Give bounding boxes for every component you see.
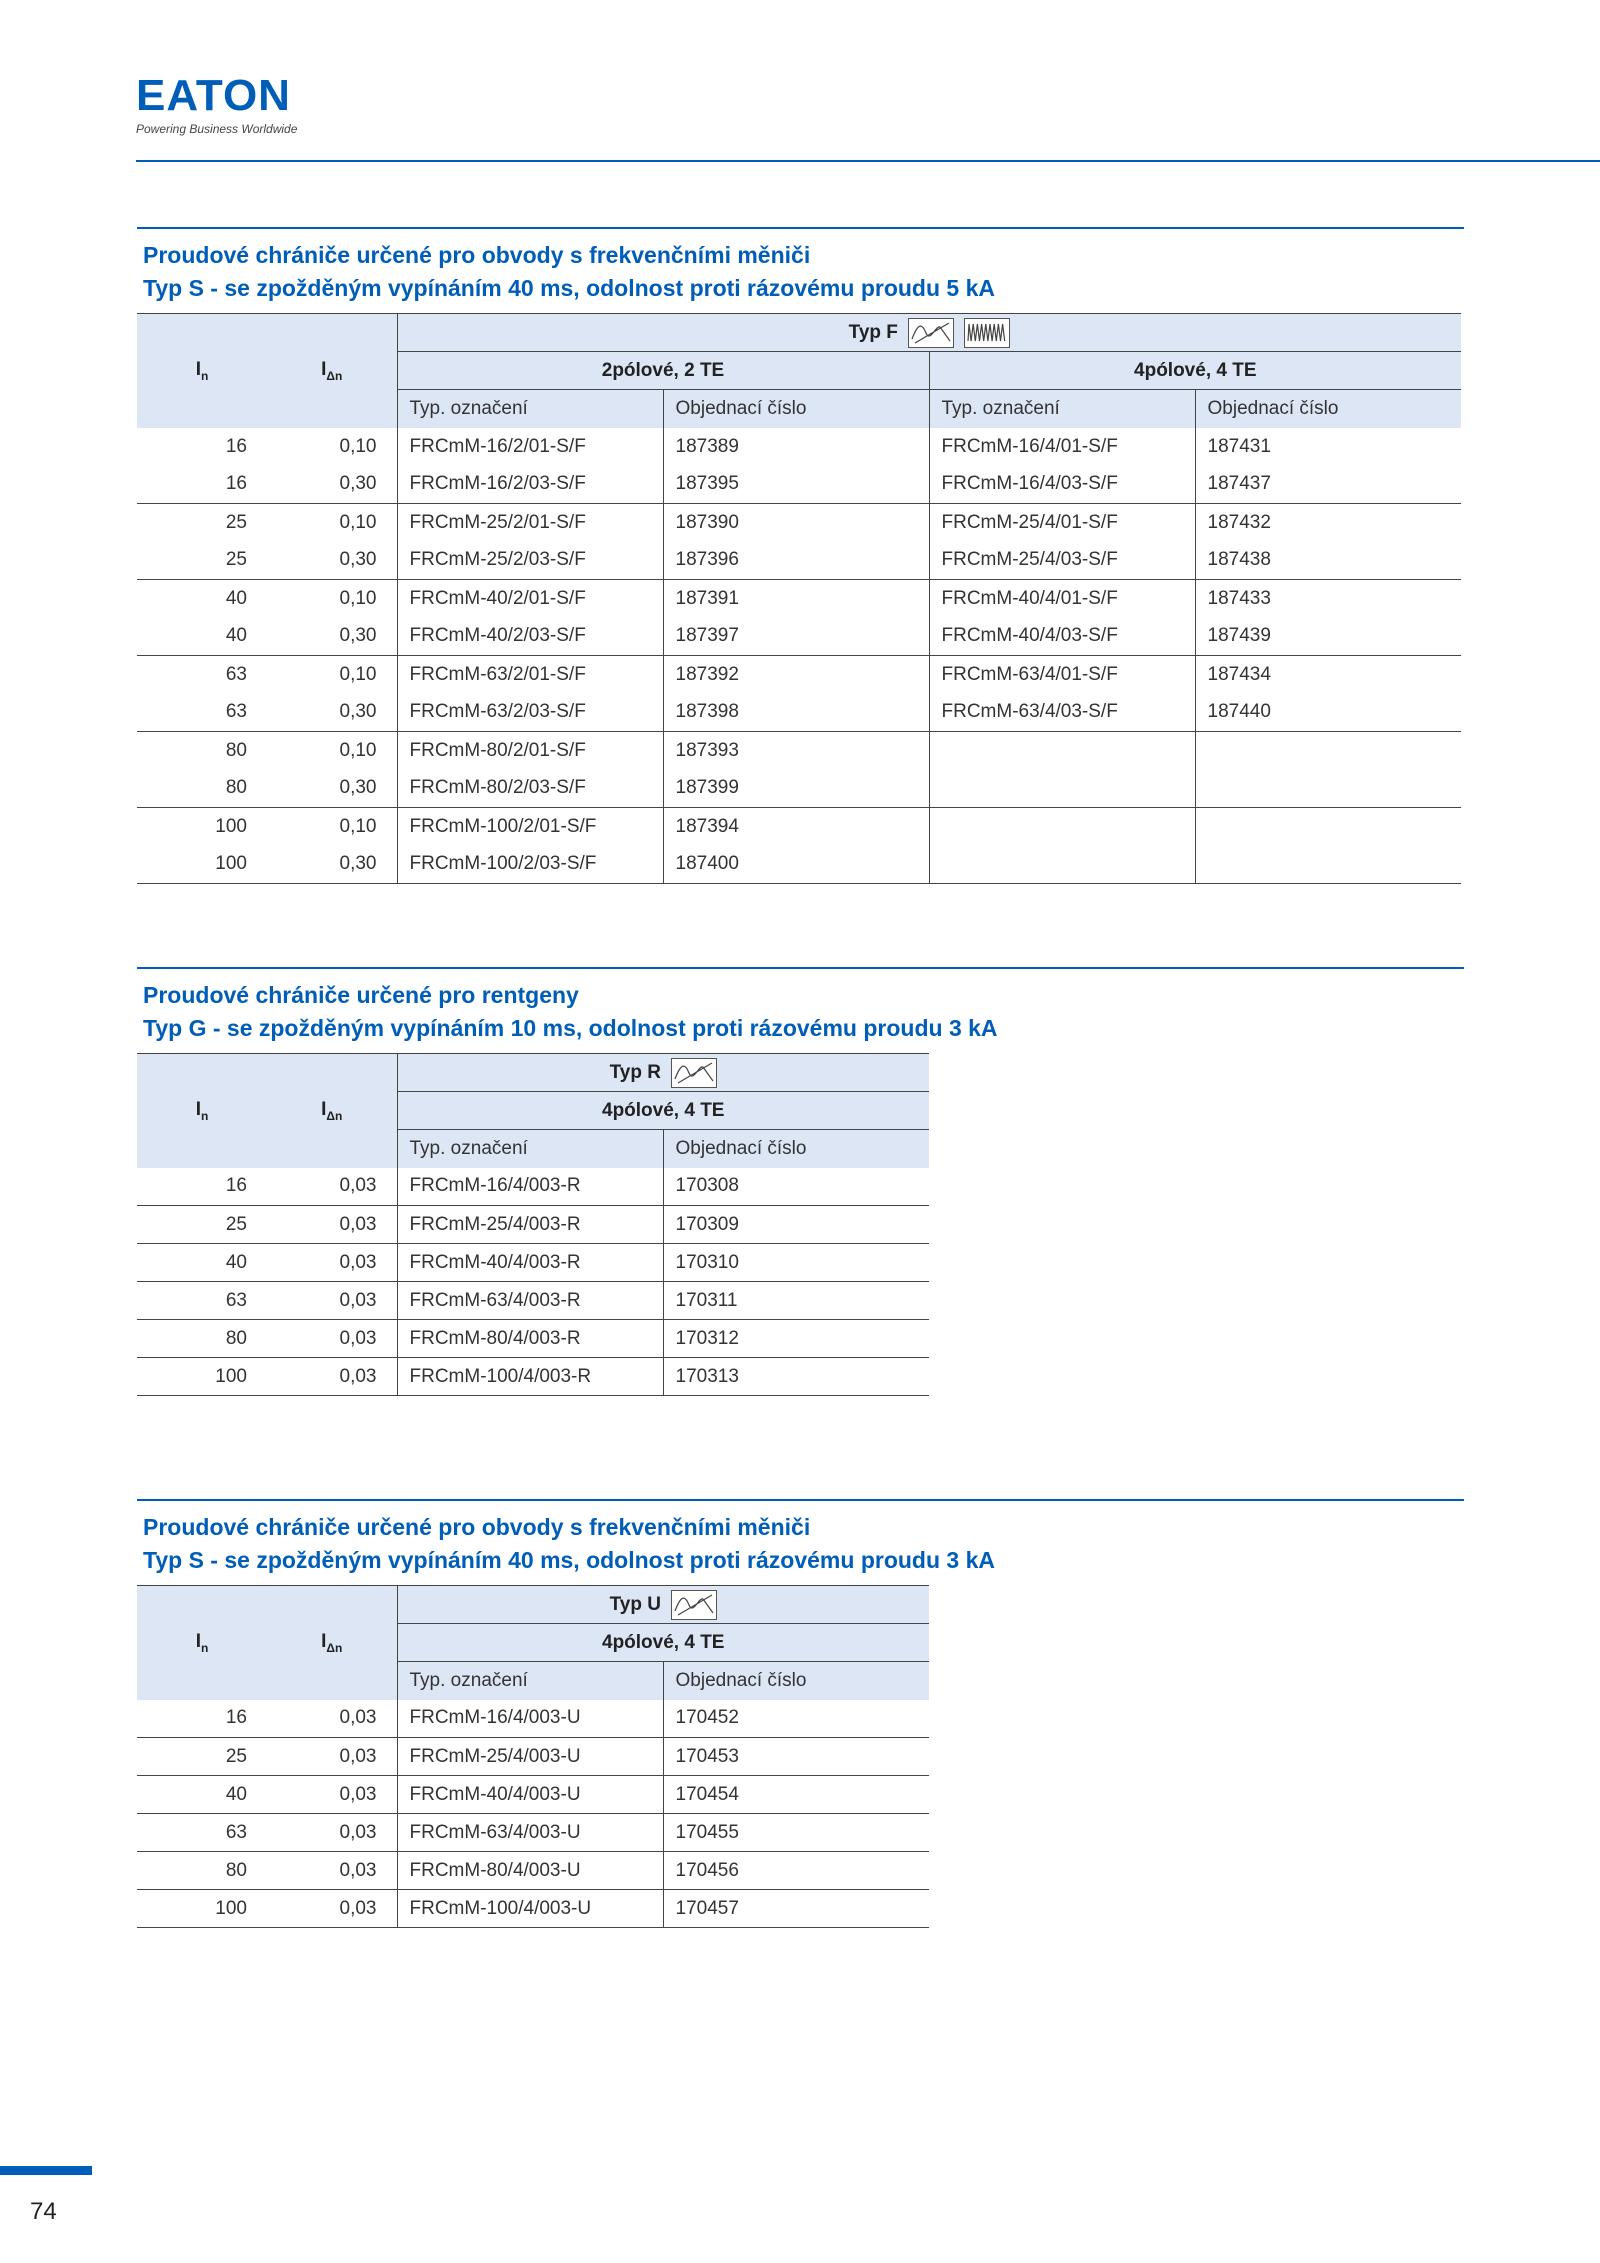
- table-row: [137, 1890, 929, 1928]
- order-number-cell: 170453: [663, 1738, 929, 1776]
- table-row: [137, 1244, 929, 1282]
- type-designation-cell: FRCmM-63/4/01-S/F: [929, 656, 1195, 694]
- type-header-label: Typ R: [609, 1061, 661, 1083]
- table-row: [137, 1852, 929, 1890]
- type-designation-cell: FRCmM-16/4/01-S/F: [929, 428, 1195, 466]
- residual-current-cell: 0,30: [339, 625, 377, 647]
- rated-current-cell: 80: [225, 1327, 247, 1349]
- type-header-label: Typ F: [848, 321, 898, 343]
- order-number-cell: 170455: [663, 1814, 929, 1852]
- order-number-cell: 187437: [1195, 466, 1461, 504]
- in-header-sub: n: [200, 1108, 209, 1123]
- section-title-line2: Typ G - se zpožděným vypínáním 10 ms, odolnost proti rázovému proudu 3 kA: [143, 1015, 998, 1041]
- rated-current-cell: 40: [225, 1783, 247, 1805]
- order-number-cell: 187431: [1195, 428, 1461, 466]
- idn-header-label: I: [321, 1630, 327, 1652]
- type-designation-header: Typ. označení: [397, 1130, 663, 1168]
- table-row: [137, 808, 1461, 846]
- order-number-cell: 170457: [663, 1890, 929, 1928]
- rated-current-cell: 63: [225, 701, 247, 723]
- section-rule: [137, 1499, 1464, 1501]
- order-number-cell: 187394: [663, 808, 929, 846]
- rated-current-cell: 100: [215, 1897, 247, 1919]
- residual-current-cell: 0,03: [339, 1175, 377, 1197]
- type-designation-header: Typ. označení: [929, 390, 1195, 428]
- order-number-cell: 170309: [663, 1206, 929, 1244]
- section-type-f: [137, 227, 1464, 884]
- residual-current-cell: 0,03: [339, 1289, 377, 1311]
- type-header-label: Typ U: [609, 1593, 661, 1615]
- rated-current-cell: 16: [225, 1707, 247, 1729]
- order-number-header: Objednací číslo: [663, 1662, 929, 1700]
- order-number-cell: 187439: [1195, 618, 1461, 656]
- rated-current-cell: 100: [215, 1365, 247, 1387]
- order-number-cell: 187400: [663, 846, 929, 884]
- logo-wordmark: EATON: [136, 71, 291, 120]
- page-number: 74: [30, 2198, 57, 2225]
- order-number-header: Objednací číslo: [663, 390, 929, 428]
- rated-current-cell: 16: [225, 1175, 247, 1197]
- section-title: [137, 1511, 1464, 1577]
- type-designation-cell: FRCmM-100/2/01-S/F: [397, 808, 663, 846]
- residual-current-cell: 0,03: [339, 1897, 377, 1919]
- residual-current-cell: 0,30: [339, 473, 377, 495]
- order-number-cell: 187399: [663, 770, 929, 808]
- type-designation-cell: FRCmM-40/4/03-S/F: [929, 618, 1195, 656]
- type-designation-cell: FRCmM-25/4/03-S/F: [929, 542, 1195, 580]
- type-designation-cell: FRCmM-16/4/003-R: [397, 1168, 663, 1206]
- type-designation-cell: FRCmM-25/4/003-R: [397, 1206, 663, 1244]
- section-title: [137, 239, 1464, 305]
- section-title: [137, 979, 1464, 1045]
- section-rule: [137, 967, 1464, 969]
- order-number-cell: 187397: [663, 618, 929, 656]
- order-number-header: Objednací číslo: [1195, 390, 1461, 428]
- type-designation-header: Typ. označení: [397, 390, 663, 428]
- rated-current-cell: 63: [225, 1821, 247, 1843]
- table-row: [137, 428, 1461, 466]
- table-row: [137, 1814, 929, 1852]
- order-number-cell: 170312: [663, 1320, 929, 1358]
- type-designation-cell: FRCmM-25/4/01-S/F: [929, 504, 1195, 542]
- table-row: [137, 618, 1461, 656]
- logo-tagline: Powering Business Worldwide: [136, 122, 298, 136]
- in-header: [137, 1586, 267, 1700]
- order-number-cell: 170313: [663, 1358, 929, 1396]
- residual-current-cell: 0,03: [339, 1859, 377, 1881]
- order-number-cell: 187440: [1195, 694, 1461, 732]
- page-corner-bar: [0, 2166, 92, 2175]
- type-designation-cell: FRCmM-63/4/003-R: [397, 1282, 663, 1320]
- order-number-cell: 187438: [1195, 542, 1461, 580]
- table-row: [137, 656, 1461, 694]
- type-designation-cell: FRCmM-40/4/003-U: [397, 1776, 663, 1814]
- type-designation-cell: FRCmM-16/4/03-S/F: [929, 466, 1195, 504]
- type-designation-cell: FRCmM-16/2/03-S/F: [397, 466, 663, 504]
- rated-current-cell: 25: [225, 1745, 247, 1767]
- idn-header-label: I: [321, 1098, 327, 1120]
- type-designation-cell: [929, 808, 1195, 846]
- order-number-cell: 187395: [663, 466, 929, 504]
- header-rule: [136, 160, 1600, 162]
- residual-current-cell: 0,03: [339, 1745, 377, 1767]
- order-number-cell: 187392: [663, 656, 929, 694]
- order-number-cell: 187434: [1195, 656, 1461, 694]
- residual-current-cell: 0,03: [339, 1365, 377, 1387]
- residual-current-cell: 0,30: [339, 853, 377, 875]
- header-row-type: [137, 1054, 929, 1092]
- table-row: [137, 542, 1461, 580]
- residual-current-cell: 0,03: [339, 1251, 377, 1273]
- order-number-cell: 170452: [663, 1700, 929, 1738]
- type-designation-cell: FRCmM-100/2/03-S/F: [397, 846, 663, 884]
- table-row: [137, 1358, 929, 1396]
- section-title-line1: Proudové chrániče určené pro obvody s frekvenčními měniči: [143, 242, 811, 268]
- rated-current-cell: 100: [215, 853, 247, 875]
- type-designation-cell: FRCmM-25/2/01-S/F: [397, 504, 663, 542]
- type-designation-cell: [929, 770, 1195, 808]
- order-number-cell: 187390: [663, 504, 929, 542]
- order-number-cell: 187393: [663, 732, 929, 770]
- table-row: [137, 1776, 929, 1814]
- section-title-line1: Proudové chrániče určené pro rentgeny: [143, 982, 579, 1008]
- type-designation-cell: FRCmM-40/2/03-S/F: [397, 618, 663, 656]
- type-designation-cell: FRCmM-16/2/01-S/F: [397, 428, 663, 466]
- pole-group-header: 4pólové, 4 TE: [929, 352, 1461, 390]
- idn-header: [267, 1054, 397, 1168]
- residual-current-cell: 0,03: [339, 1213, 377, 1235]
- residual-current-cell: 0,03: [339, 1821, 377, 1843]
- section-type-u: [137, 1499, 1464, 1928]
- residual-current-cell: 0,03: [339, 1783, 377, 1805]
- idn-header-sub: Δn: [326, 1108, 343, 1123]
- rated-current-cell: 25: [225, 511, 247, 533]
- order-number-cell: 170308: [663, 1168, 929, 1206]
- product-table: [137, 1053, 929, 1396]
- section-type-r: [137, 967, 1464, 1396]
- table-row: [137, 466, 1461, 504]
- pole-group-header: 4pólové, 4 TE: [397, 1092, 929, 1130]
- pole-group-header: 4pólové, 4 TE: [397, 1624, 929, 1662]
- table-row: [137, 1168, 929, 1206]
- table-row: [137, 694, 1461, 732]
- order-number-cell: 187396: [663, 542, 929, 580]
- order-number-cell: 170311: [663, 1282, 929, 1320]
- idn-header-label: I: [321, 358, 327, 380]
- rated-current-cell: 80: [225, 739, 247, 761]
- rated-current-cell: 25: [225, 1213, 247, 1235]
- section-rule: [137, 227, 1464, 229]
- table-row: [137, 1738, 929, 1776]
- order-number-cell: 187432: [1195, 504, 1461, 542]
- type-designation-cell: FRCmM-40/4/003-R: [397, 1244, 663, 1282]
- type-designation-header: Typ. označení: [397, 1662, 663, 1700]
- order-number-cell: 187389: [663, 428, 929, 466]
- rated-current-cell: 40: [225, 587, 247, 609]
- section-title-line1: Proudové chrániče určené pro obvody s frekvenčními měniči: [143, 1514, 811, 1540]
- table-row: [137, 846, 1461, 884]
- mixed-frequency-wave-icon: [908, 318, 954, 348]
- type-header: [397, 314, 1461, 352]
- mixed-frequency-wave-icon: [671, 1058, 717, 1088]
- rated-current-cell: 63: [225, 1289, 247, 1311]
- residual-current-cell: 0,03: [339, 1327, 377, 1349]
- type-designation-cell: [929, 846, 1195, 884]
- residual-current-cell: 0,10: [339, 511, 377, 533]
- order-number-cell: 170310: [663, 1244, 929, 1282]
- in-header-label: I: [195, 1630, 201, 1652]
- type-designation-cell: FRCmM-80/2/03-S/F: [397, 770, 663, 808]
- in-header-sub: n: [200, 368, 209, 383]
- type-designation-cell: FRCmM-63/2/03-S/F: [397, 694, 663, 732]
- residual-current-cell: 0,30: [339, 701, 377, 723]
- order-number-cell: [1195, 770, 1461, 808]
- table-row: [137, 770, 1461, 808]
- type-designation-cell: FRCmM-40/2/01-S/F: [397, 580, 663, 618]
- residual-current-cell: 0,10: [339, 587, 377, 609]
- residual-current-cell: 0,10: [339, 663, 377, 685]
- order-number-cell: 170454: [663, 1776, 929, 1814]
- in-header: [137, 314, 267, 428]
- table-row: [137, 504, 1461, 542]
- mixed-frequency-wave-icon: [671, 1590, 717, 1620]
- type-header: [397, 1054, 929, 1092]
- high-frequency-wave-icon: [964, 318, 1010, 348]
- rated-current-cell: 25: [225, 549, 247, 571]
- type-designation-cell: FRCmM-100/4/003-U: [397, 1890, 663, 1928]
- order-number-cell: 187391: [663, 580, 929, 618]
- section-title-line2: Typ S - se zpožděným vypínáním 40 ms, odolnost proti rázovému proudu 5 kA: [143, 275, 995, 301]
- idn-header: [267, 1586, 397, 1700]
- residual-current-cell: 0,10: [339, 739, 377, 761]
- residual-current-cell: 0,10: [339, 815, 377, 837]
- residual-current-cell: 0,10: [339, 435, 377, 457]
- rated-current-cell: 63: [225, 663, 247, 685]
- rated-current-cell: 100: [215, 815, 247, 837]
- residual-current-cell: 0,30: [339, 549, 377, 571]
- rated-current-cell: 40: [225, 625, 247, 647]
- type-designation-cell: FRCmM-25/4/003-U: [397, 1738, 663, 1776]
- type-designation-cell: FRCmM-40/4/01-S/F: [929, 580, 1195, 618]
- product-table: [137, 1585, 929, 1928]
- order-number-cell: [1195, 846, 1461, 884]
- type-designation-cell: FRCmM-80/4/003-R: [397, 1320, 663, 1358]
- table-row: [137, 580, 1461, 618]
- type-designation-cell: FRCmM-25/2/03-S/F: [397, 542, 663, 580]
- order-number-cell: [1195, 808, 1461, 846]
- order-number-cell: 187433: [1195, 580, 1461, 618]
- table-row: [137, 1320, 929, 1358]
- order-number-cell: 170456: [663, 1852, 929, 1890]
- type-designation-cell: FRCmM-63/4/003-U: [397, 1814, 663, 1852]
- product-table: [137, 313, 1461, 884]
- rated-current-cell: 16: [225, 435, 247, 457]
- idn-header: [267, 314, 397, 428]
- section-title-line2: Typ S - se zpožděným vypínáním 40 ms, odolnost proti rázovému proudu 3 kA: [143, 1547, 995, 1573]
- idn-header-sub: Δn: [326, 1640, 343, 1655]
- table-row: [137, 1700, 929, 1738]
- table-row: [137, 1282, 929, 1320]
- type-designation-cell: FRCmM-16/4/003-U: [397, 1700, 663, 1738]
- order-number-cell: [1195, 732, 1461, 770]
- order-number-cell: 187398: [663, 694, 929, 732]
- type-designation-cell: FRCmM-80/4/003-U: [397, 1852, 663, 1890]
- residual-current-cell: 0,30: [339, 777, 377, 799]
- type-header: [397, 1586, 929, 1624]
- in-header-sub: n: [200, 1640, 209, 1655]
- header-row-type: [137, 314, 1461, 352]
- type-designation-cell: FRCmM-80/2/01-S/F: [397, 732, 663, 770]
- table-row: [137, 1206, 929, 1244]
- rated-current-cell: 16: [225, 473, 247, 495]
- in-header-label: I: [195, 358, 201, 380]
- idn-header-sub: Δn: [326, 368, 343, 383]
- in-header-label: I: [195, 1098, 201, 1120]
- type-designation-cell: [929, 732, 1195, 770]
- table-row: [137, 732, 1461, 770]
- rated-current-cell: 40: [225, 1251, 247, 1273]
- eaton-logo: [136, 71, 298, 144]
- type-designation-cell: FRCmM-100/4/003-R: [397, 1358, 663, 1396]
- type-designation-cell: FRCmM-63/2/01-S/F: [397, 656, 663, 694]
- header-row-type: [137, 1586, 929, 1624]
- pole-group-header: 2pólové, 2 TE: [397, 352, 929, 390]
- rated-current-cell: 80: [225, 1859, 247, 1881]
- type-designation-cell: FRCmM-63/4/03-S/F: [929, 694, 1195, 732]
- in-header: [137, 1054, 267, 1168]
- order-number-header: Objednací číslo: [663, 1130, 929, 1168]
- rated-current-cell: 80: [225, 777, 247, 799]
- residual-current-cell: 0,03: [339, 1707, 377, 1729]
